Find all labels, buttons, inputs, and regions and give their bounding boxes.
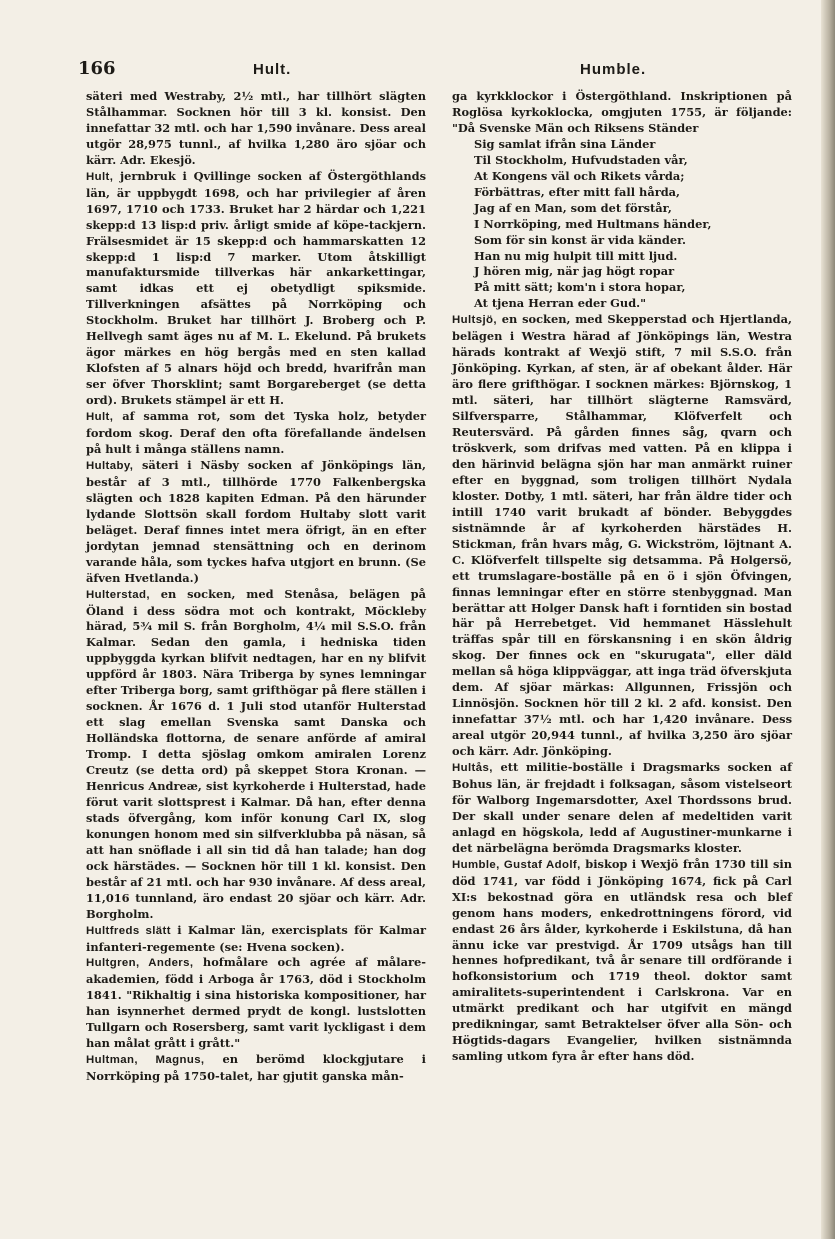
headword: Hultfreds slätt (86, 924, 171, 937)
entry-hultsjo: Hultsjö, en socken, med Skepperstad och Hjertlanda, belägen i Westra härad af Jönköpings län, Westra härads kontrakt af Wexjö stift, 7 mil S.S.O. från Jönköping. Kyrkan, af sten, är af obekant ålder. Här äro flere grifthögar. I socknen märkes: Björnskog, 1 mtl. säteri, har tillhört slägterne Ramsvärd, Silfversparre, Stålhammar, Klöfverfelt och Reutersvärd. På gården finnes såg, qvarn och tröskverk, som drifvas med vatten. På en klippa i den härinvid belägna sjön har man anmärkt ruiner efter en byggnad, som troligen tillhört Nydala kloster. Dotby, 1 mtl. säteri, har från äldre tider och intill 1740 varit brukadt af bönder. Bebyggdes sistnämnde år af kyrkoherden härstädes H. Stickman, från hvars måg, G. Wickström, löjtnant A. C. Klöfverfelt tillspelte sig detsamma. På Holgersö, ett trumslagare-boställe på en ö i sjön Öfvingen, finnas lemningar efter en större stenbyggnad. Man berättar att Holger Dansk haft i forntiden sin bostad här på Herrebetget. Vid hemmanet Hässlehult träffas spår till en förskansning i en skön åldrig skog. Der finnes ock en "skurugata", eller däld mellan så höga klippväggar, att inga träd öfverskjuta dem. Af sjöar märkas: Allgunnen, Frissjön och Linnösjön. Socknen hör till 2 kl. 2 afd. konsist. Den innefattar 37½ mtl. och har 1,420 invånare. Dess areal utgör 20,944 tunnl., af hvilka 3,250 äro sjöar och kärr. Adr. Jönköping. (452, 312, 792, 759)
right-column (452, 89, 792, 1065)
entry-humble: Humble, Gustaf Adolf, biskop i Wexjö från 1730 till sin död 1741, var född i Jönköping 1674, fick på Carl XI:s bekostnad göra en utländsk resa och blef genom hans moders, enkedrottningens förord, vid endast 26 års ålder, kyrkoherde i Eskilstuna, då han ännu icke var prestvigd. År 1709 utsågs han till hennes hofpredikant, två år senare till ordförande i hofkonsistorium och 1719 theol. doktor samt amiralitets-superintendent i Carlskrona. Var en utmärkt predikant och har utgifvit en mängd predikningar, samt Betraktelser öfver alla Sön- och Högtids-dagars Evangelier, hvilken sistnämnda samling utkom fyra år efter hans död. (452, 856, 792, 1064)
headword: Hultaby, (86, 459, 134, 472)
entry-hultman: Hultman, Magnus, en berömd klockgjutare i Norrköping på 1750-talet, har gjutit ganska mån- (86, 1052, 426, 1084)
poem-line: At tjena Herran eder Gud." (474, 296, 647, 311)
poem-line: Til Stockholm, Hufvudstaden vår, (474, 152, 688, 167)
page-number: 166 (78, 58, 116, 79)
poem-line: Jag af en Man, som det förstår, (474, 200, 672, 215)
page-edge (821, 0, 835, 1239)
bell-inscription-poem (452, 137, 792, 312)
headword: Hultsjö, (452, 314, 497, 327)
headword: Hulterstad, (86, 588, 150, 601)
poem-line: Sig samlat ifrån sina Länder (474, 136, 656, 151)
left-running-heading: Hult. (253, 61, 292, 78)
left-column (86, 89, 426, 1085)
headword: Hultman, Magnus, (86, 1054, 205, 1067)
entry-hultgren: Hultgren, Anders, hofmålare och agrée af målare-akademien, född i Arboga år 1763, död i Stockholm 1841. "Rikhaltig i sina historiska kompositioner, har han isynnerhet dermed prydt de kongl. lustslotten Tullgarn och Rosersberg, samt varit lyckligast i dem han målat grått i grått." (86, 955, 426, 1051)
entry-continuation: ga kyrkklockor i Östergöthland. Inskriptionen på Roglösa kyrkoklocka, omgjuten 1755, är följande: "Då Svenske Män och Riksens Ständer (452, 89, 792, 135)
entry-hult-rot: Hult, af samma rot, som det Tyska holz, betyder fordom skog. Deraf den ofta förefallande ändelsen på hult i många ställens namn. (86, 409, 427, 456)
headword: Hultgren, Anders, (86, 957, 194, 970)
right-running-heading: Humble. (580, 61, 647, 78)
poem-line: Som för sin konst är vida känder. (474, 232, 686, 247)
poem-line: J hören mig, när jag högt ropar (474, 264, 675, 279)
entry-continuation: säteri med Westraby, 2½ mtl., har tillhört slägten Stålhammar. Socknen hör till 3 kl. konsist. Den innefattar 32 mtl. och har 1,590 invånare. Dess areal utgör 28,975 tunnl., af hvilka 1,280 äro sjöar och kärr. Adr. Ekesjö. (86, 89, 426, 167)
running-header (78, 58, 766, 88)
entry-hulterstad: Hulterstad, en socken, med Stenåsa, belägen på Öland i dess södra mot och kontrakt, Möckleby härad, 5¾ mil S. från Borgholm, 4¼ mil S.S.O. från Kalmar. Sedan den gamla, i hedniska tiden uppbyggda kyrkan blifvit nedtagen, har en ny blifvit uppförd år 1803. Nära Triberga by synes lemningar efter Triberga borg, samt grifthögar på flere ställen i socknen. År 1676 d. 1 Juli stod utanför Hulterstad ett slag emellan Svenska samt Danska och Holländska flottorna, de senare anförde af amiral Tromp. I detta sjöslag omkom amiralen Lorenz Creutz (se detta ord) på skeppet Stora Kronan. — Henricus Andreæ, sist kyrkoherde i Hulterstad, hade förut varit slottsprest i Kalmar. Då han, efter denna stads öfvergång, kom inför konung Carl IX, slog konungen honom med sin silfverklubba på näsan, så att han snöflade i all sin tid då han talade; han dog ock härstädes. — Socknen hör till 1 kl. konsist. Den består af 21 mtl. och har 930 invånare. Af dess areal, 11,016 tunnland, äro endast 20 sjöar och kärr. Adr. Borgholm. (86, 586, 426, 921)
headword: Hult, (86, 170, 114, 183)
headword: Hultås, (452, 762, 493, 775)
entry-hultfreds-slatt: Hultfreds slätt i Kalmar län, exercisplats för Kalmar infanteri-regemente (se: Hvena socken). (86, 922, 426, 954)
entry-hult-bruk: Hult, jernbruk i Qvillinge socken af Östergöthlands län, är uppbygdt 1698, och har privilegier af åren 1697, 1710 och 1733. Bruket har 2 härdar och 1,221 skepp:d 13 lisp:d priv. årligt smide af köpe-tackjern. Frälsesmidet är 15 skepp:d och hammarskatten 12 skepp:d 1 lisp:d 7 marker. Utom åtskilligt manufaktursmide tillverkas här ankarkettingar, samt idkas ett ej obetydligt spiksmide. Tillverkningen afsättes på Norrköping och Stockholm. Bruket har tillhört J. Broberg och P. Hellvegh samt äges nu af M. L. Ekelund. På brukets ägor märkes en hög bergås med en sten kallad Klofsten af 5 alnars höjd och bredd, hvarifrån man ser öfver Thorsklint; samt Borgareberget (se detta ord). Brukets stämpel är ett H. (86, 168, 426, 408)
entry-hultas: Hultås, ett militie-boställe i Dragsmarks socken af Bohus län, är frejdadt i folksagan, såsom vistelseort för Walborg Ingemarsdotter, Axel Thordssons brud. Der skall under senare delen af medeltiden varit anlagd en högskola, ledd af Augustiner-munkarne i det närbelägna berömda Dragsmarks kloster. (452, 760, 792, 855)
headword: Hult, (86, 411, 114, 424)
headword: Humble, Gustaf Adolf, (452, 858, 581, 871)
poem-line: At Kongens väl och Rikets vårda; (474, 168, 685, 183)
poem-line: Förbättras, efter mitt fall hårda, (474, 184, 681, 199)
poem-line: Han nu mig hulpit till mitt ljud. (474, 248, 678, 263)
poem-line: På mitt sätt; kom'n i stora hopar, (474, 280, 686, 295)
poem-line: I Norrköping, med Hultmans händer, (474, 216, 712, 231)
entry-hultaby: Hultaby, säteri i Näsby socken af Jönköpings län, består af 3 mtl., tillhörde 1770 Falkenbergska slägten och 1828 kapiten Edman. På den härunder lydande Slottsön skall fordom Hultaby slott varit beläget. Deraf finnes intet mera öfrigt, än en efter jordytan jemnad stensättning och en derinom varande håla, som tyckes hafva utgjort en brunn. (Se äfven Hvetlanda.) (86, 457, 426, 585)
